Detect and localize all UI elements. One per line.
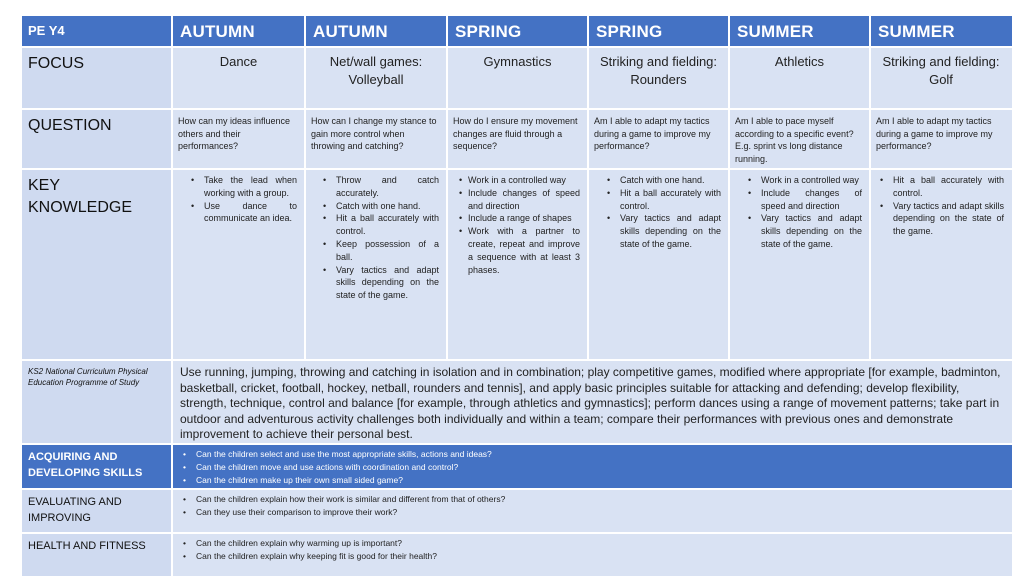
evaluating-list: [172, 489, 1012, 519]
focus-cell: [447, 47, 588, 109]
evaluating-label-cell: [22, 489, 172, 533]
season-header: [588, 16, 729, 47]
acquiring-label: ACQUIRING AND DEVELOPING SKILLS: [28, 451, 143, 479]
row-divider: [22, 488, 1012, 490]
focus-cell: [588, 47, 729, 109]
row-divider: [22, 443, 1012, 445]
list-item: • Hit a ball accurately with control.: [336, 212, 439, 238]
focus-label-cell: [22, 47, 172, 109]
list-item: • Can the children select and use the most appropriate skills, actions and ideas?: [196, 448, 1006, 461]
question-cell: [172, 109, 305, 169]
focus-cell: [729, 47, 870, 109]
column-divider: [728, 16, 730, 360]
health-label: HEALTH AND FITNESS: [28, 540, 146, 552]
column-divider: [171, 16, 173, 360]
list-item: • Use dance to communicate an idea.: [204, 200, 297, 226]
season-label: SPRING: [596, 22, 663, 41]
question-text: Am I able to adapt my tactics during a game to improve my performance?: [876, 116, 993, 151]
key-knowledge-list: [447, 169, 588, 276]
question-cell: [729, 109, 870, 169]
list-item: • Vary tactics and adapt skills depending on the state of the game.: [620, 212, 721, 250]
season-label: AUTUMN: [180, 22, 255, 41]
key-knowledge-list: [870, 169, 1012, 238]
health-list: [172, 533, 1012, 563]
row-divider: [22, 532, 1012, 534]
key-knowledge-list: [172, 169, 305, 225]
row-divider: [22, 359, 1012, 361]
focus-text: Dance: [219, 54, 258, 69]
list-item: • Include changes of speed and direction: [761, 187, 862, 213]
key-knowledge-cell: [172, 169, 305, 360]
acquiring-list: [172, 444, 1012, 487]
list-item: • Vary tactics and adapt skills depending on the state of the game.: [336, 264, 439, 302]
list-item: • Can the children make up their own small sided game?: [196, 474, 1006, 487]
key-knowledge-cell: [729, 169, 870, 360]
list-item: • Hit a ball accurately with control.: [620, 187, 721, 213]
list-item: • Keep possession of a ball.: [336, 238, 439, 264]
season-label: SUMMER: [878, 22, 955, 41]
season-label: SUMMER: [737, 22, 814, 41]
evaluating-label: EVALUATING AND IMPROVING: [28, 496, 122, 524]
acquiring-label-cell: [22, 444, 172, 489]
season-header: [172, 16, 305, 47]
focus-text: Net/wall games: Volleyball: [329, 54, 423, 87]
health-label-cell: [22, 533, 172, 576]
list-item: • Can the children move and use actions with coordination and control?: [196, 461, 1006, 474]
health-cell: [172, 533, 1012, 576]
season-label: AUTUMN: [313, 22, 388, 41]
question-text: Am I able to pace myself according to a specific event? E.g. sprint vs long distance running.: [735, 116, 854, 164]
list-item: • Can the children explain why warming up is important?: [196, 537, 1006, 550]
acquiring-cell: [172, 444, 1012, 489]
ks2-text: Use running, jumping, throwing and catching in isolation and in combination; play competitive games, modified where appropriate [for example, badminton, basketball, cricket, football, hockey, netball, rounders and tennis], and apply basic principles suitable for attacking and defending; develop flexibility, strength, technique, control and balance [for example, through athletics and gymnastics]; perform dances using a range of movement patterns; take part in outdoor and adventurous activity challenges both individually and within a team; compare their performances with previous ones and demonstrate improvement to achieve their personal best.: [180, 365, 1001, 441]
key-knowledge-label-cell: [22, 169, 172, 360]
focus-cell: [305, 47, 447, 109]
season-label: SPRING: [455, 22, 522, 41]
list-item: • Vary tactics and adapt skills depending on the state of the game.: [761, 212, 862, 250]
key-knowledge-list: [588, 169, 729, 251]
list-item: • Throw and catch accurately.: [336, 174, 439, 200]
focus-text: Gymnastics: [483, 54, 552, 69]
list-item: • Can the children explain why keeping fit is good for their health?: [196, 550, 1006, 563]
question-cell: [447, 109, 588, 169]
question-cell: [305, 109, 447, 169]
list-item: • Catch with one hand.: [620, 174, 721, 187]
row-divider: [22, 46, 1012, 48]
question-label: QUESTION: [28, 117, 112, 134]
ks2-label: KS2 National Curriculum Physical Education Programme of Study: [28, 367, 148, 387]
question-text: How can my ideas influence others and their performances?: [178, 116, 291, 151]
ks2-label-cell: [22, 360, 172, 444]
year-label-cell: [22, 16, 172, 47]
key-knowledge-cell: [588, 169, 729, 360]
list-item: • Work with a partner to create, repeat and improve a sequence with at least 3 phases.: [468, 225, 580, 276]
row-divider: [22, 108, 1012, 110]
key-knowledge-label: KEY KNOWLEDGE: [28, 177, 133, 216]
focus-text: Athletics: [774, 54, 825, 69]
key-knowledge-cell: [870, 169, 1012, 360]
year-label: PE Y4: [28, 23, 65, 38]
column-divider: [304, 16, 306, 360]
column-divider: [869, 16, 871, 360]
ks2-cell: [172, 360, 1012, 444]
question-text: How do I ensure my movement changes are fluid through a sequence?: [453, 116, 578, 151]
list-item: • Take the lead when working with a group.: [204, 174, 297, 200]
focus-cell: [870, 47, 1012, 109]
column-divider: [171, 360, 173, 576]
focus-text: Striking and fielding: Golf: [882, 54, 1000, 87]
focus-text: Striking and fielding: Rounders: [599, 54, 718, 87]
question-cell: [870, 109, 1012, 169]
column-divider: [446, 16, 448, 360]
row-divider: [22, 168, 1012, 170]
column-divider: [587, 16, 589, 360]
list-item: • Include changes of speed and direction: [468, 187, 580, 213]
question-cell: [588, 109, 729, 169]
list-item: • Catch with one hand.: [336, 200, 439, 213]
list-item: • Can they use their comparison to improve their work?: [196, 506, 1006, 519]
key-knowledge-list: [729, 169, 870, 251]
list-item: • Include a range of shapes: [468, 212, 580, 225]
season-header: [870, 16, 1012, 47]
season-header: [305, 16, 447, 47]
question-text: Am I able to adapt my tactics during a game to improve my performance?: [594, 116, 711, 151]
list-item: • Work in a controlled way: [468, 174, 580, 187]
list-item: • Hit a ball accurately with control.: [893, 174, 1004, 200]
list-item: • Can the children explain how their work is similar and different from that of others?: [196, 493, 1006, 506]
key-knowledge-list: [305, 169, 447, 302]
list-item: • Vary tactics and adapt skills depending on the state of the game.: [893, 200, 1004, 238]
focus-cell: [172, 47, 305, 109]
key-knowledge-cell: [447, 169, 588, 360]
season-header: [729, 16, 870, 47]
season-header: [447, 16, 588, 47]
evaluating-cell: [172, 489, 1012, 533]
key-knowledge-cell: [305, 169, 447, 360]
question-text: How can I change my stance to gain more control when throwing and catching?: [311, 116, 437, 151]
list-item: • Work in a controlled way: [761, 174, 862, 187]
question-label-cell: [22, 109, 172, 169]
focus-label: FOCUS: [28, 55, 84, 72]
